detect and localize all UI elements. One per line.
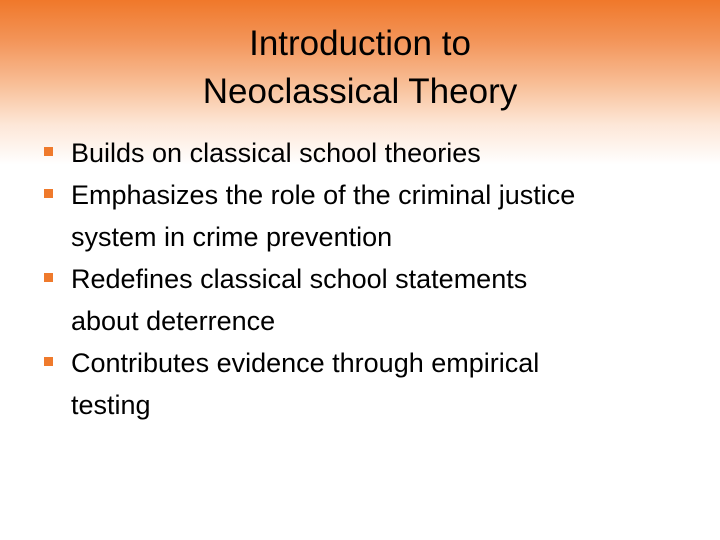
bullet-text-line-2: system in crime prevention: [71, 222, 393, 252]
bullet-text: Builds on classical school theories: [71, 138, 481, 168]
bullet-list: [43, 132, 703, 426]
orange-square-bullet-icon: [44, 357, 53, 366]
slide-title-line-2: Neoclassical Theory: [202, 72, 518, 111]
bullet-item: [43, 258, 703, 342]
bullet-text-line-2: testing: [71, 390, 151, 420]
slide-title: [0, 20, 720, 116]
orange-square-bullet-icon: [44, 273, 53, 282]
bullet-text-line-1: Redefines classical school statements: [71, 264, 528, 294]
bullet-text-line-2: about deterrence: [71, 306, 276, 336]
bullet-text-line-1: Emphasizes the role of the criminal justice: [71, 180, 576, 210]
slide-title-line-1: Introduction to: [249, 24, 471, 63]
bullet-item: [43, 132, 703, 174]
orange-square-bullet-icon: [44, 189, 53, 198]
orange-square-bullet-icon: [44, 147, 53, 156]
bullet-item: [43, 342, 703, 426]
bullet-text-line-1: Contributes evidence through empirical: [71, 348, 540, 378]
bullet-item: [43, 174, 703, 258]
